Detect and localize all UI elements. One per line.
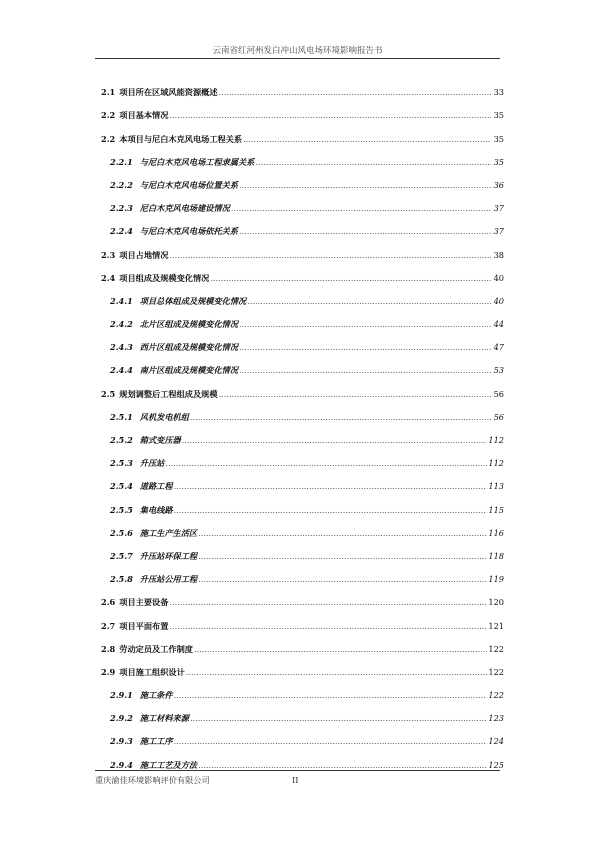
toc-entry-number: 2.1 — [101, 87, 116, 98]
toc-dot-leader — [239, 180, 491, 190]
toc-dot-leader — [198, 574, 487, 584]
toc-dot-leader — [243, 134, 491, 144]
toc-entry[interactable] — [101, 144, 504, 167]
toc-entry-page: 115 — [488, 504, 504, 515]
toc-entry-number: 2.8 — [101, 643, 116, 654]
toc-dot-leader — [174, 481, 488, 491]
toc-entry-title: 升压站 — [139, 458, 165, 469]
table-of-contents — [101, 74, 504, 770]
toc-dot-leader — [165, 458, 487, 468]
toc-entry-number: 2.5.1 — [110, 411, 133, 422]
toc-entry[interactable] — [101, 422, 504, 445]
toc-entry-title: 南片区组成及规模变化情况 — [139, 365, 239, 376]
toc-dot-leader — [169, 250, 491, 260]
toc-entry-page: 120 — [488, 597, 504, 608]
toc-entry[interactable] — [101, 306, 504, 329]
toc-dot-leader — [210, 273, 491, 283]
toc-entry-title: 项目平面布置 — [119, 620, 169, 631]
toc-entry-number: 2.5.2 — [110, 435, 133, 445]
toc-entry-number: 2.2.1 — [110, 156, 133, 167]
toc-entry-page: 35 — [493, 156, 504, 167]
header-divider — [95, 58, 500, 59]
toc-entry-number: 2.5.3 — [110, 458, 133, 469]
toc-entry-title: 西片区组成及规模变化情况 — [139, 342, 239, 353]
toc-entry-title: 项目所在区域风能资源概述 — [119, 87, 218, 98]
toc-entry-page: 122 — [488, 666, 504, 677]
toc-dot-leader — [198, 528, 487, 538]
toc-entry-title: 与尼白木克风电场工程隶属关系 — [139, 156, 255, 167]
toc-entry-page: 56 — [493, 411, 504, 422]
toc-dot-leader — [219, 87, 491, 97]
toc-dot-leader — [182, 435, 488, 445]
toc-entry-page: 33 — [493, 87, 504, 98]
toc-entry-title: 箱式变压器 — [139, 435, 181, 445]
toc-entry-page: 47 — [493, 342, 504, 353]
toc-entry[interactable] — [101, 260, 504, 283]
toc-entry-page: 121 — [488, 620, 504, 631]
toc-entry[interactable] — [101, 677, 504, 700]
toc-entry-number: 2.9.3 — [110, 736, 133, 747]
toc-entry[interactable] — [101, 468, 504, 491]
toc-entry-number: 2.6 — [101, 597, 116, 608]
toc-entry[interactable] — [101, 445, 504, 468]
toc-entry-title: 项目总体组成及规模变化情况 — [139, 295, 247, 306]
toc-dot-leader — [239, 342, 491, 352]
toc-entry-number: 2.9.1 — [110, 690, 133, 701]
toc-entry-page: 35 — [493, 133, 504, 144]
toc-entry-page: 116 — [488, 527, 504, 538]
toc-entry-page: 36 — [493, 179, 504, 190]
toc-dot-leader — [239, 226, 491, 236]
toc-entry-number: 2.2.4 — [110, 226, 133, 237]
toc-entry[interactable] — [101, 654, 504, 677]
toc-dot-leader — [186, 667, 488, 677]
toc-entry[interactable] — [101, 399, 504, 422]
toc-entry-title: 施工材料来源 — [139, 713, 189, 724]
toc-entry[interactable] — [101, 329, 504, 352]
toc-entry[interactable] — [101, 491, 504, 514]
toc-entry-page: 53 — [493, 365, 504, 376]
toc-entry[interactable] — [101, 607, 504, 630]
toc-entry-page: 112 — [488, 458, 504, 469]
toc-entry-number: 2.4.1 — [110, 295, 133, 306]
toc-entry-number: 2.9.2 — [110, 713, 133, 724]
toc-entry-number: 2.5.4 — [110, 481, 133, 492]
toc-entry[interactable] — [101, 700, 504, 723]
toc-dot-leader — [174, 690, 488, 700]
toc-entry[interactable] — [101, 584, 504, 607]
toc-entry-title: 项目占地情况 — [119, 249, 169, 260]
toc-entry[interactable] — [101, 352, 504, 375]
toc-entry[interactable] — [101, 74, 504, 97]
toc-entry-title: 项目组成及规模变化情况 — [119, 272, 210, 283]
toc-entry-page: 56 — [493, 388, 504, 399]
toc-entry-page: 112 — [488, 435, 504, 445]
toc-entry-number: 2.5.7 — [110, 550, 133, 561]
toc-entry-title: 升压站公用工程 — [139, 574, 198, 585]
toc-entry-page: 122 — [488, 643, 504, 654]
toc-entry-title: 施工条件 — [139, 690, 173, 701]
toc-entry[interactable] — [101, 283, 504, 306]
toc-entry-number: 2.4 — [101, 272, 116, 283]
toc-entry[interactable] — [101, 167, 504, 190]
toc-dot-leader — [231, 203, 491, 213]
footer-divider — [95, 770, 500, 771]
toc-entry-title: 施工工序 — [139, 736, 173, 747]
toc-dot-leader — [219, 389, 491, 399]
toc-entry-title: 尼白木克风电场建设情况 — [139, 203, 230, 214]
toc-entry-title: 项目基本情况 — [119, 110, 169, 121]
toc-entry-title: 集电线路 — [139, 504, 173, 515]
toc-entry-title: 规划调整后工程组成及规模 — [119, 388, 218, 399]
toc-entry-number: 2.2.2 — [110, 179, 133, 190]
toc-dot-leader — [198, 760, 487, 770]
toc-entry-page: 40 — [493, 295, 504, 306]
toc-entry[interactable] — [101, 120, 504, 143]
toc-entry-title: 与尼白木克风电场位置关系 — [139, 179, 239, 190]
toc-entry-title: 项目主要设备 — [119, 597, 169, 608]
toc-entry[interactable] — [101, 190, 504, 213]
toc-dot-leader — [190, 412, 491, 422]
toc-dot-leader — [174, 505, 488, 515]
toc-entry-page: 38 — [493, 249, 504, 260]
toc-entry-number: 2.4.3 — [110, 342, 133, 353]
toc-entry[interactable] — [101, 515, 504, 538]
toc-entry-title: 道路工程 — [139, 481, 173, 492]
toc-entry-page: 122 — [488, 690, 504, 701]
toc-entry-number: 2.3 — [101, 249, 116, 260]
toc-dot-leader — [255, 157, 491, 167]
toc-entry-page: 124 — [488, 736, 504, 747]
toc-entry-number: 2.2.3 — [110, 203, 133, 214]
toc-dot-leader — [169, 621, 487, 631]
running-header: 云南省红河州发白冲山风电场环境影响报告书 — [212, 46, 383, 56]
toc-entry[interactable] — [101, 97, 504, 120]
toc-entry-title: 项目施工组织设计 — [119, 666, 185, 677]
toc-entry-page: 125 — [488, 759, 504, 770]
toc-entry[interactable] — [101, 236, 504, 259]
toc-entry[interactable] — [101, 538, 504, 561]
toc-entry-title: 本项目与尼白木克风电场工程关系 — [119, 133, 243, 144]
toc-entry-title: 北片区组成及规模变化情况 — [139, 319, 239, 330]
toc-entry-title: 与尼白木克风电场依托关系 — [139, 226, 239, 237]
toc-dot-leader — [174, 736, 488, 746]
toc-dot-leader — [239, 365, 491, 375]
toc-dot-leader — [194, 644, 487, 654]
toc-entry-page: 123 — [488, 713, 504, 724]
toc-entry[interactable] — [101, 561, 504, 584]
toc-entry-number: 2.5.8 — [110, 574, 133, 585]
toc-entry-page: 44 — [493, 319, 504, 330]
toc-entry[interactable] — [101, 723, 504, 746]
toc-entry-number: 2.4.2 — [110, 319, 133, 330]
toc-entry-page: 37 — [493, 203, 504, 214]
toc-entry-page: 35 — [493, 110, 504, 121]
toc-entry-number: 2.5 — [101, 388, 116, 399]
toc-entry-title: 施工工艺及方法 — [139, 759, 198, 770]
toc-entry-title: 升压站环保工程 — [139, 550, 198, 561]
toc-dot-leader — [198, 551, 487, 561]
toc-entry-page: 113 — [488, 481, 504, 492]
footer-company: 重庆渝佳环境影响评价有限公司 — [95, 775, 210, 785]
toc-entry-page: 37 — [493, 226, 504, 237]
toc-entry-number: 2.7 — [101, 620, 116, 631]
toc-entry-number: 2.2 — [101, 133, 116, 144]
toc-entry-number: 2.4.4 — [110, 365, 133, 376]
toc-entry-number: 2.5.6 — [110, 527, 133, 538]
toc-dot-leader — [239, 319, 491, 329]
toc-entry-number: 2.2 — [101, 110, 116, 121]
toc-entry[interactable] — [101, 213, 504, 236]
toc-entry-page: 118 — [488, 550, 504, 561]
toc-dot-leader — [169, 110, 491, 120]
toc-entry-title: 风机发电机组 — [139, 411, 189, 422]
toc-dot-leader — [190, 713, 487, 723]
toc-entry-title: 劳动定员及工作制度 — [119, 643, 193, 654]
toc-entry-number: 2.9.4 — [110, 759, 133, 770]
toc-entry-title: 施工生产生活区 — [139, 527, 198, 538]
toc-entry-number: 2.9 — [101, 666, 116, 677]
toc-entry[interactable] — [101, 746, 504, 769]
footer-page-number: II — [292, 775, 299, 785]
toc-entry-page: 40 — [493, 272, 504, 283]
toc-entry-page: 119 — [488, 574, 504, 585]
toc-dot-leader — [169, 597, 487, 607]
toc-entry[interactable] — [101, 631, 504, 654]
toc-entry[interactable] — [101, 375, 504, 398]
toc-entry-number: 2.5.5 — [110, 504, 133, 515]
toc-dot-leader — [247, 296, 491, 306]
